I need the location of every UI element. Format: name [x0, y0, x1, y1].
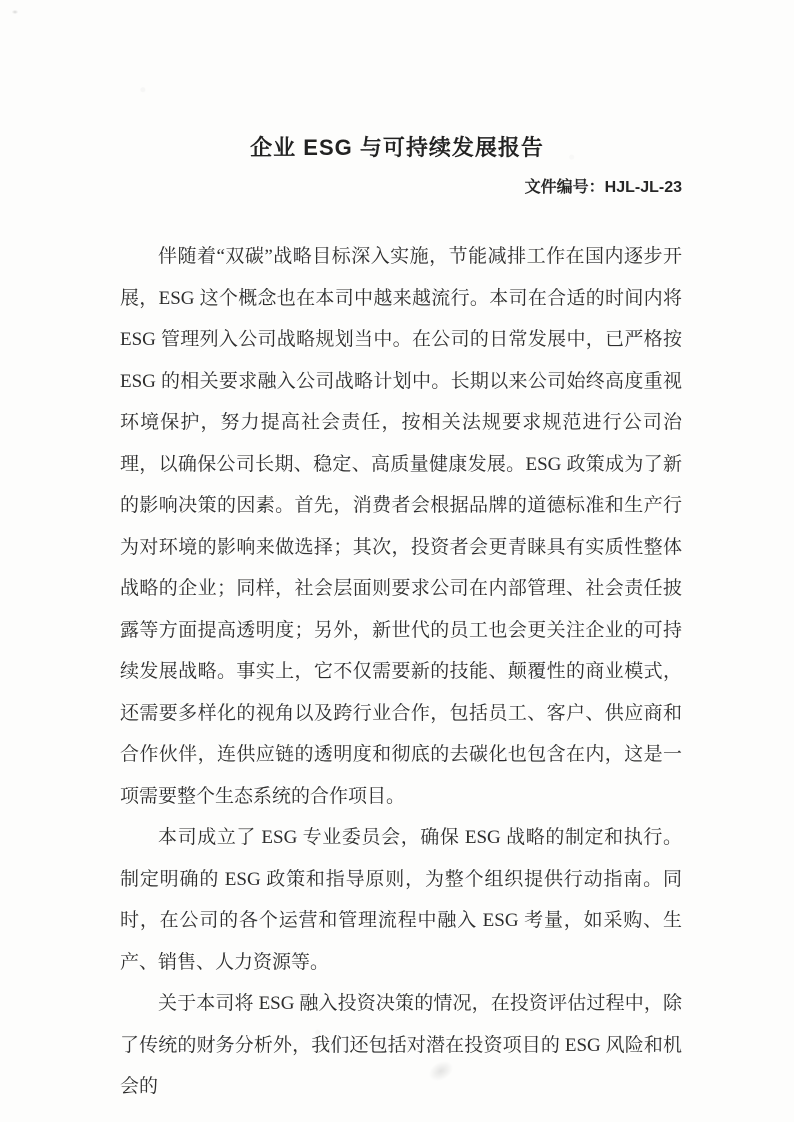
body-paragraph-1: 伴随着“双碳”战略目标深入实施，节能减排工作在国内逐步开展，ESG 这个概念也在本司中越来越流行。本司在合适的时间内将 ESG 管理列入公司战略规划当中。在公司的日常发展中，已严格按 ESG 的相关要求融入公司战略计划中。长期以来公司始终高度重视环境保护，努力提高社会责任，按相关法规要求规范进行公司治理，以确保公司长期、稳定、高质量健康发展。ESG 政策成为了新的影响决策的因素。首先，消费者会根据品牌的道德标准和生产行为对环境的影响来做选择；其次，投资者会更青睐具有实质性整体战略的企业；同样，社会层面则要求公司在内部管理、社会责任披露等方面提高透明度；另外，新世代的员工也会更关注企业的可持续发展战略。事实上，它不仅需要新的技能、颠覆性的商业模式，还需要多样化的视角以及跨行业合作，包括员工、客户、供应商和合作伙伴，连供应链的透明度和彻底的去碳化也包含在内，这是一项需要整个生态系统的合作项目。 [120, 246, 682, 807]
document-body [120, 236, 682, 1108]
document-number: 文件编号：HJL-JL-23 [524, 179, 682, 196]
document-title: 企业 ESG 与可持续发展报告 [250, 134, 544, 160]
scan-speck-artifact [12, 10, 18, 14]
body-paragraph-3: 关于本司将 ESG 融入投资决策的情况，在投资评估过程中，除了传统的财务分析外，我们还包括对潜在投资项目的 ESG 风险和机会的 [120, 993, 682, 1097]
body-paragraph-2: 本司成立了 ESG 专业委员会，确保 ESG 战略的制定和执行。制定明确的 ESG 政策和指导原则，为整个组织提供行动指南。同时，在公司的各个运营和管理流程中融入 ESG 考量，如采购、生产、销售、人力资源等。 [120, 827, 682, 973]
